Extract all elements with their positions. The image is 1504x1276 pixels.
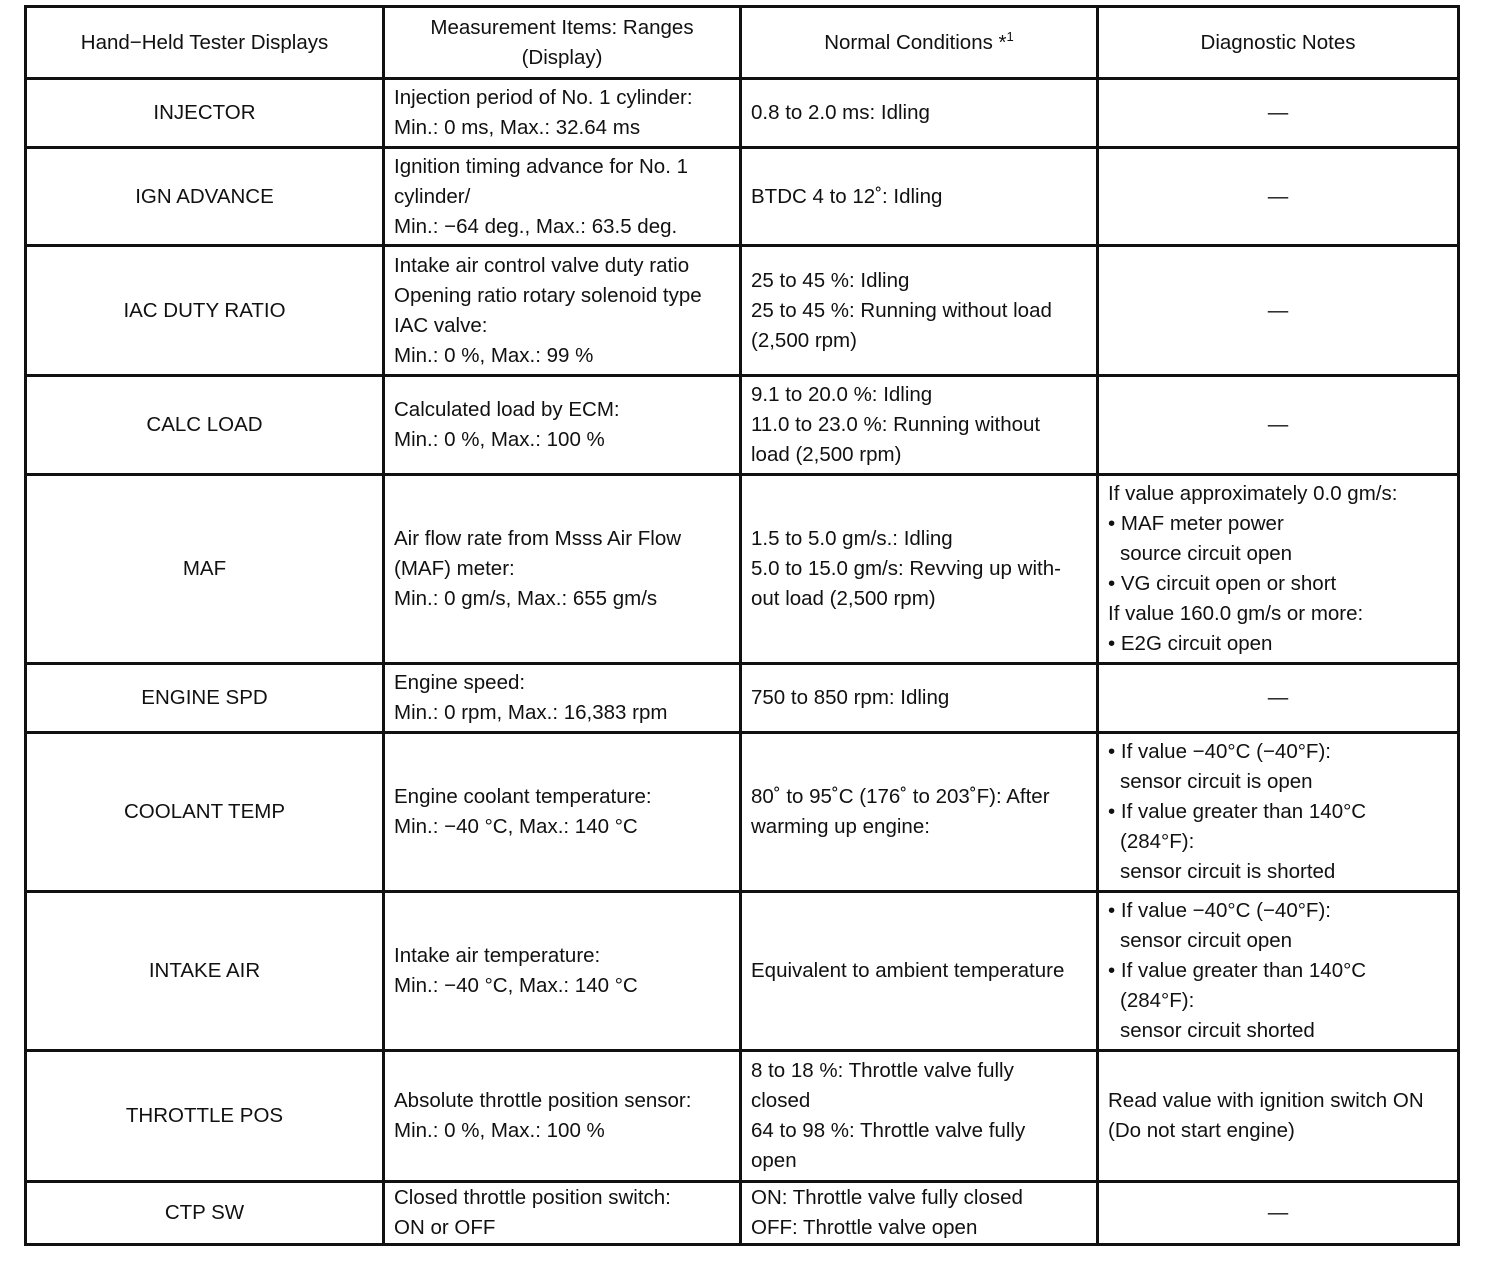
header-measurement-line: (Display) xyxy=(521,45,603,69)
cell-normal-line: 25 to 45 %: Running without load xyxy=(751,298,1052,322)
table-row xyxy=(26,79,1459,148)
cell-normal xyxy=(741,475,1098,664)
cell-normal xyxy=(741,376,1098,475)
cell-measurement-line: Absolute throttle position sensor: xyxy=(394,1089,692,1112)
cell-notes-line: sensor circuit shorted xyxy=(1120,1019,1315,1042)
cell-measurement-line: Min.: −40 °C, Max.: 140 °C xyxy=(394,815,638,838)
table-row xyxy=(26,246,1459,376)
cell-notes-line: • VG circuit open or short xyxy=(1108,572,1337,595)
cell-measurement-line: Min.: 0 ms, Max.: 32.64 ms xyxy=(394,116,641,139)
cell-notes-line: • MAF meter power xyxy=(1108,512,1284,535)
cell-notes-line: — xyxy=(1267,298,1289,322)
cell-measurement-line: Min.: 0 rpm, Max.: 16,383 rpm xyxy=(394,701,668,724)
cell-notes-line: • If value −40°C (−40°F): xyxy=(1108,899,1331,922)
cell-normal-line: 80˚ to 95˚C (176˚ to 203˚F): After xyxy=(751,785,1050,808)
cell-notes-line: — xyxy=(1267,184,1289,208)
cell-measurement-line: Min.: −64 deg., Max.: 63.5 deg. xyxy=(394,214,678,238)
cell-measurement-line: (MAF) meter: xyxy=(394,557,515,580)
cell-normal-line: 8 to 18 %: Throttle valve fully xyxy=(751,1059,1014,1082)
cell-normal-line: out load (2,500 rpm) xyxy=(751,587,936,610)
cell-measurement xyxy=(384,1182,741,1245)
cell-normal xyxy=(741,246,1098,376)
diagnostic-data-table xyxy=(24,5,1460,1246)
cell-notes-line: • If value −40°C (−40°F): xyxy=(1108,740,1331,763)
cell-notes xyxy=(1098,664,1459,733)
cell-measurement xyxy=(384,376,741,475)
cell-display: COOLANT TEMP xyxy=(26,733,384,892)
cell-notes-line: source circuit open xyxy=(1120,542,1293,565)
cell-normal xyxy=(741,1182,1098,1245)
cell-normal xyxy=(741,1051,1098,1182)
header-notes: Diagnostic Notes xyxy=(1098,7,1459,79)
cell-measurement-line: Min.: 0 %, Max.: 99 % xyxy=(394,343,594,367)
cell-measurement xyxy=(384,664,741,733)
cell-notes-line: Read value with ignition switch ON xyxy=(1108,1089,1424,1112)
cell-notes xyxy=(1098,376,1459,475)
header-measurement-line: Measurement Items: Ranges xyxy=(430,15,694,39)
cell-notes-line: If value approximately 0.0 gm/s: xyxy=(1108,482,1398,505)
cell-measurement xyxy=(384,1051,741,1182)
cell-notes-line: — xyxy=(1267,686,1289,709)
cell-notes xyxy=(1098,79,1459,148)
cell-normal-line: 11.0 to 23.0 %: Running without xyxy=(751,413,1041,436)
cell-measurement-line: Intake air control valve duty ratio xyxy=(394,253,690,277)
cell-measurement xyxy=(384,733,741,892)
cell-notes xyxy=(1098,246,1459,376)
cell-normal-line: ON: Throttle valve fully closed xyxy=(751,1186,1023,1209)
table-row xyxy=(26,1182,1459,1245)
cell-notes-line: (Do not start engine) xyxy=(1108,1119,1295,1142)
cell-notes xyxy=(1098,1182,1459,1245)
cell-measurement-line: Intake air temperature: xyxy=(394,944,601,967)
cell-notes xyxy=(1098,733,1459,892)
cell-normal-line: (2,500 rpm) xyxy=(751,328,857,352)
cell-measurement-line: Closed throttle position switch: xyxy=(394,1186,671,1209)
cell-notes-line: If value 160.0 gm/s or more: xyxy=(1108,602,1364,625)
table-row xyxy=(26,475,1459,664)
cell-measurement xyxy=(384,148,741,246)
cell-notes-line: sensor circuit open xyxy=(1120,929,1293,952)
cell-normal-line: OFF: Throttle valve open xyxy=(751,1216,978,1239)
table-row xyxy=(26,733,1459,892)
table-row xyxy=(26,376,1459,475)
cell-display: IAC DUTY RATIO xyxy=(26,246,384,376)
cell-measurement-line: Engine speed: xyxy=(394,671,526,694)
cell-notes xyxy=(1098,148,1459,246)
cell-notes xyxy=(1098,475,1459,664)
cell-measurement-line: Ignition timing advance for No. 1 xyxy=(394,154,688,178)
header-measurement xyxy=(384,7,741,79)
cell-display: CALC LOAD xyxy=(26,376,384,475)
cell-measurement-line: Opening ratio rotary solenoid type xyxy=(394,283,702,307)
cell-display: THROTTLE POS xyxy=(26,1051,384,1182)
cell-normal-line: 25 to 45 %: Idling xyxy=(751,268,910,292)
cell-normal-line: 750 to 850 rpm: Idling xyxy=(751,686,950,709)
cell-notes-line: sensor circuit is open xyxy=(1120,770,1313,793)
cell-measurement-line: IAC valve: xyxy=(394,313,488,337)
cell-notes xyxy=(1098,1051,1459,1182)
cell-notes-line: — xyxy=(1267,413,1289,436)
cell-notes-line: (284°F): xyxy=(1120,830,1195,853)
cell-measurement xyxy=(384,475,741,664)
cell-measurement-line: Min.: 0 %, Max.: 100 % xyxy=(394,1119,605,1142)
cell-normal xyxy=(741,664,1098,733)
cell-normal xyxy=(741,892,1098,1051)
cell-measurement xyxy=(384,79,741,148)
cell-notes-line: • E2G circuit open xyxy=(1108,632,1273,655)
table-row xyxy=(26,1051,1459,1182)
cell-normal xyxy=(741,733,1098,892)
cell-normal-line: open xyxy=(751,1149,797,1172)
table-row xyxy=(26,664,1459,733)
table-row xyxy=(26,892,1459,1051)
cell-measurement-line: Engine coolant temperature: xyxy=(394,785,652,808)
cell-normal-line: Equivalent to ambient temperature xyxy=(751,959,1065,982)
cell-measurement-line: Air flow rate from Msss Air Flow xyxy=(394,527,682,550)
cell-notes xyxy=(1098,892,1459,1051)
cell-measurement-line: ON or OFF xyxy=(394,1216,496,1239)
cell-notes-line: • If value greater than 140°C xyxy=(1108,959,1367,982)
cell-display: IGN ADVANCE xyxy=(26,148,384,246)
cell-measurement-line: Injection period of No. 1 cylinder: xyxy=(394,86,693,109)
cell-display: CTP SW xyxy=(26,1182,384,1245)
cell-notes-line: • If value greater than 140°C xyxy=(1108,800,1367,823)
cell-notes-line: sensor circuit is shorted xyxy=(1120,860,1336,883)
cell-normal-line: 1.5 to 5.0 gm/s.: Idling xyxy=(751,527,953,550)
cell-measurement-line: Min.: −40 °C, Max.: 140 °C xyxy=(394,974,638,997)
cell-measurement-line: Min.: 0 %, Max.: 100 % xyxy=(394,428,605,451)
header-row xyxy=(26,7,1459,79)
cell-measurement xyxy=(384,892,741,1051)
cell-display: INJECTOR xyxy=(26,79,384,148)
cell-measurement-line: Calculated load by ECM: xyxy=(394,398,620,421)
cell-measurement xyxy=(384,246,741,376)
footnote-marker: 1 xyxy=(1006,28,1014,44)
cell-normal-line: warming up engine: xyxy=(751,815,930,838)
cell-display: INTAKE AIR xyxy=(26,892,384,1051)
header-display: Hand−Held Tester Displays xyxy=(26,7,384,79)
cell-normal-line: closed xyxy=(751,1089,811,1112)
cell-normal-line: 5.0 to 15.0 gm/s: Revving up with- xyxy=(751,557,1061,580)
cell-display: ENGINE SPD xyxy=(26,664,384,733)
cell-measurement-line: cylinder/ xyxy=(394,184,471,208)
cell-normal xyxy=(741,148,1098,246)
cell-normal-line: 64 to 98 %: Throttle valve fully xyxy=(751,1119,1026,1142)
cell-notes-line: (284°F): xyxy=(1120,989,1195,1012)
cell-normal-line: 9.1 to 20.0 %: Idling xyxy=(751,383,933,406)
cell-normal xyxy=(741,79,1098,148)
cell-normal-line: BTDC 4 to 12˚: Idling xyxy=(751,184,943,208)
cell-normal-line: load (2,500 rpm) xyxy=(751,443,902,466)
cell-notes-line: — xyxy=(1267,1201,1289,1224)
cell-normal-line: 0.8 to 2.0 ms: Idling xyxy=(751,101,930,124)
cell-display: MAF xyxy=(26,475,384,664)
cell-notes-line: — xyxy=(1267,101,1289,124)
table-row xyxy=(26,148,1459,246)
header-normal: Normal Conditions *$^1$ xyxy=(741,7,1098,79)
cell-measurement-line: Min.: 0 gm/s, Max.: 655 gm/s xyxy=(394,587,658,610)
